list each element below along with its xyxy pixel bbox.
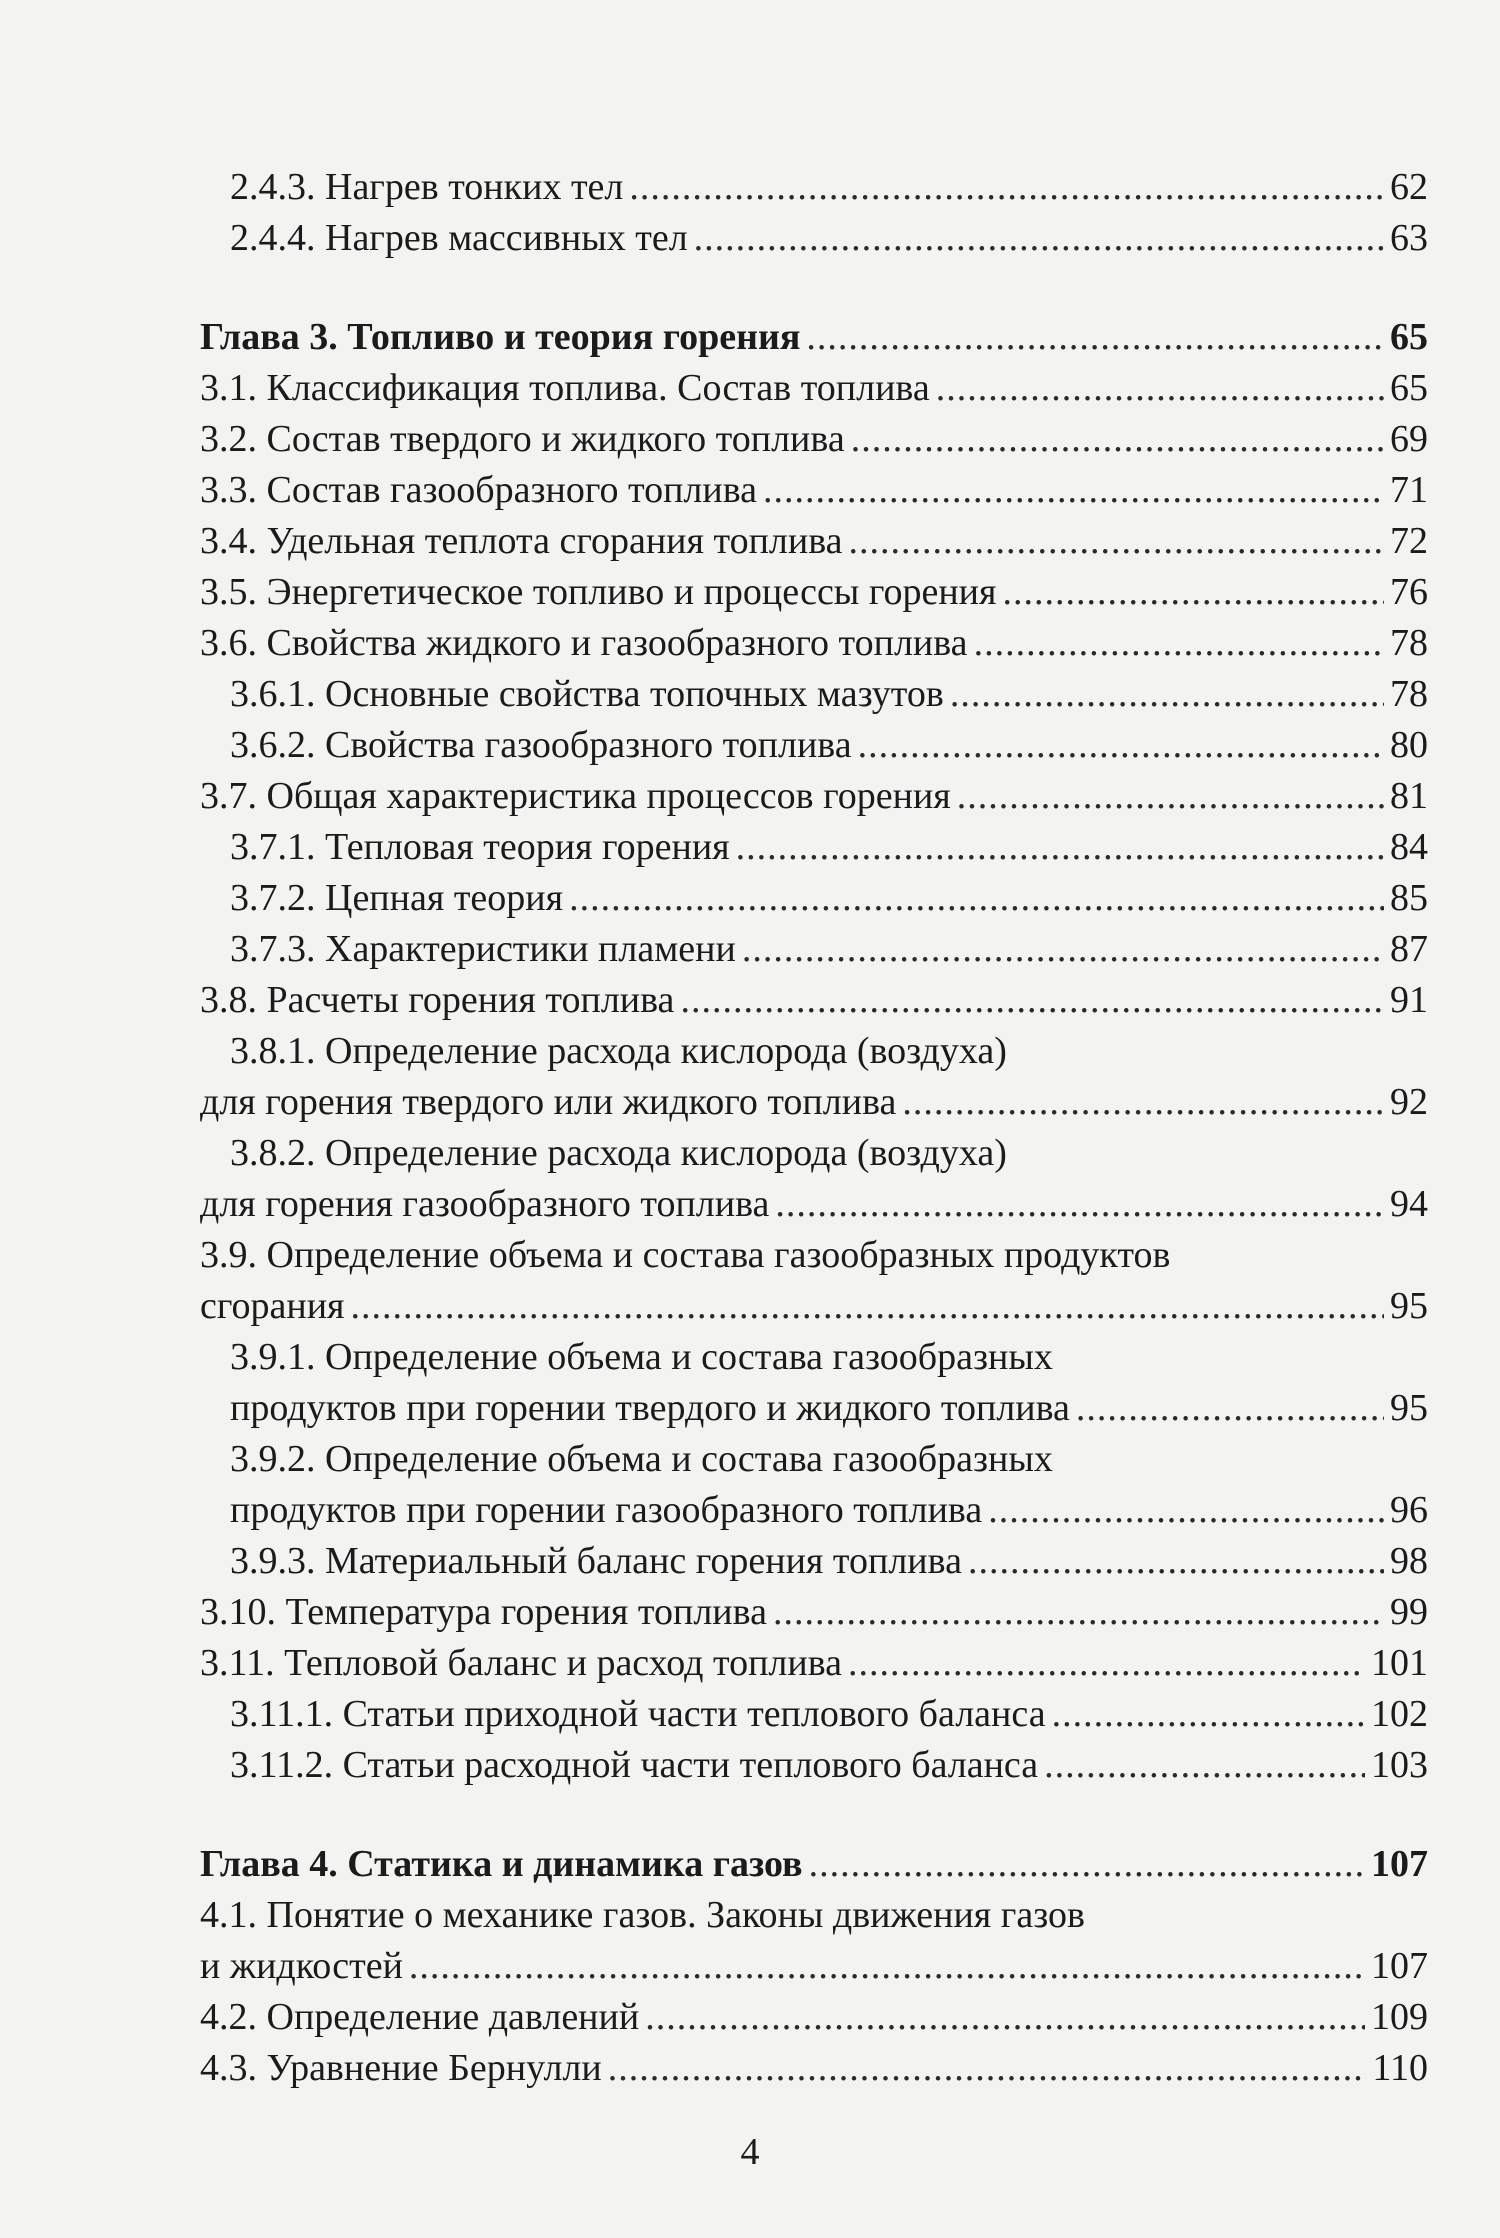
dot-leader (351, 1281, 1384, 1332)
toc-entry-title: 3.9.2. Определение объема и состава газообразных (230, 1438, 1053, 1480)
toc-entry-title: 3.3. Состав газообразного топлива (200, 469, 758, 511)
toc-entry-title: Глава 3. Топливо и теория горения (200, 316, 801, 358)
toc-entry (200, 1077, 1428, 1128)
toc-entry-title: 3.9.3. Материальный баланс горения топлива (230, 1540, 962, 1582)
toc-entry-title: продуктов при горении газообразного топлива (230, 1489, 983, 1531)
dot-leader (936, 363, 1384, 414)
toc-entry-title: 2.4.3. Нагрев тонких тел (230, 166, 624, 208)
dot-leader (848, 1638, 1365, 1689)
toc-entry-page: 76 (1390, 571, 1428, 613)
toc-entry (200, 822, 1428, 873)
toc-entry-title: 3.9. Определение объема и состава газообразных продуктов (200, 1234, 1171, 1276)
dot-leader (1076, 1383, 1384, 1434)
toc-entry-title: 4.1. Понятие о механике газов. Законы движения газов (200, 1894, 1085, 1936)
toc-entry-title: для горения твердого или жидкого топлива (200, 1081, 897, 1123)
toc-entry (200, 516, 1428, 567)
table-of-contents (200, 162, 1428, 2094)
toc-entry-page: 85 (1390, 877, 1428, 919)
toc-entry-title: 4.3. Уравнение Бернулли (200, 2047, 602, 2089)
toc-entry-title: 3.7.2. Цепная теория (230, 877, 564, 919)
dot-leader (608, 2043, 1367, 2094)
toc-entry-title: 3.10. Температура горения топлива (200, 1591, 767, 1633)
dot-leader (902, 1077, 1384, 1128)
toc-entry-title: продуктов при горении твердого и жидкого топлива (230, 1387, 1070, 1429)
toc-entry (200, 567, 1428, 618)
toc-entry-page: 99 (1390, 1591, 1428, 1633)
toc-entry-title: и жидкостей (200, 1945, 403, 1987)
toc-entry-title: 3.6.1. Основные свойства топочных мазутов (230, 673, 944, 715)
toc-entry-page: 91 (1390, 979, 1428, 1021)
dot-leader (974, 618, 1384, 669)
toc-entry-title: 3.5. Энергетическое топливо и процессы горения (200, 571, 997, 613)
toc-entry (200, 1740, 1428, 1791)
toc-entry-page: 102 (1371, 1693, 1428, 1735)
toc-entry (200, 924, 1428, 975)
dot-leader (629, 162, 1384, 213)
toc-entry-page: 78 (1390, 622, 1428, 664)
dot-leader (858, 720, 1384, 771)
toc-entry-title: 3.7. Общая характеристика процессов горения (200, 775, 951, 817)
toc-entry-title: для горения газообразного топлива (200, 1183, 770, 1225)
toc-entry-title: 3.2. Состав твердого и жидкого топлива (200, 418, 845, 460)
dot-leader (849, 516, 1384, 567)
toc-entry-title: 2.4.4. Нагрев массивных тел (230, 217, 688, 259)
toc-entry (200, 1128, 1428, 1179)
toc-entry-title: 3.8. Расчеты горения топлива (200, 979, 675, 1021)
dot-leader (736, 822, 1384, 873)
toc-entry-title: 3.4. Удельная теплота сгорания топлива (200, 520, 843, 562)
toc-entry-page: 92 (1390, 1081, 1428, 1123)
toc-entry-page: 95 (1390, 1387, 1428, 1429)
toc-entry (200, 1332, 1428, 1383)
toc-entry-page: 107 (1371, 1843, 1428, 1885)
toc-entry-page: 109 (1371, 1996, 1428, 2038)
toc-entry-title: 3.6. Свойства жидкого и газообразного топлива (200, 622, 968, 664)
toc-entry-title: 3.7.1. Тепловая теория горения (230, 826, 730, 868)
toc-entry (200, 162, 1428, 213)
dot-leader (763, 465, 1384, 516)
toc-entry (200, 2043, 1428, 2094)
toc-entry-title: 3.1. Классификация топлива. Состав топлива (200, 367, 930, 409)
dot-leader (694, 213, 1384, 264)
toc-entry-page: 103 (1371, 1744, 1428, 1786)
toc-entry-title: 4.2. Определение давлений (200, 1996, 640, 2038)
toc-entry-title: 3.6.2. Свойства газообразного топлива (230, 724, 852, 766)
toc-chapter-heading (200, 312, 1428, 363)
toc-entry-page: 96 (1390, 1489, 1428, 1531)
toc-entry (200, 873, 1428, 924)
toc-entry (200, 363, 1428, 414)
toc-entry-page: 107 (1371, 1945, 1428, 1987)
toc-entry (200, 1179, 1428, 1230)
toc-entry-title: 3.11.2. Статьи расходной части теплового баланса (230, 1744, 1039, 1786)
toc-spacer (200, 1791, 1428, 1839)
toc-entry-page: 71 (1390, 469, 1428, 511)
toc-entry (200, 1383, 1428, 1434)
dot-leader (742, 924, 1384, 975)
toc-entry (200, 1689, 1428, 1740)
toc-entry-page: 101 (1371, 1642, 1428, 1684)
toc-entry-title: 3.11.1. Статьи приходной части теплового баланса (230, 1693, 1046, 1735)
toc-entry-page: 69 (1390, 418, 1428, 460)
toc-entry-page: 62 (1390, 166, 1428, 208)
toc-entry-page: 81 (1390, 775, 1428, 817)
toc-entry-page: 78 (1390, 673, 1428, 715)
dot-leader (680, 975, 1384, 1026)
toc-entry (200, 1026, 1428, 1077)
toc-entry-page: 65 (1390, 367, 1428, 409)
dot-leader (806, 312, 1384, 363)
toc-entry (200, 1890, 1428, 1941)
dot-leader (851, 414, 1384, 465)
dot-leader (775, 1179, 1384, 1230)
dot-leader (957, 771, 1384, 822)
toc-entry-page: 63 (1390, 217, 1428, 259)
toc-entry-title: 3.8.2. Определение расхода кислорода (воздуха) (230, 1132, 1007, 1174)
toc-entry (200, 1281, 1428, 1332)
dot-leader (409, 1941, 1365, 1992)
toc-entry-page: 98 (1390, 1540, 1428, 1582)
toc-entry-title: 3.11. Тепловой баланс и расход топлива (200, 1642, 843, 1684)
toc-entry (200, 1434, 1428, 1485)
dot-leader (950, 669, 1384, 720)
dot-leader (968, 1536, 1384, 1587)
dot-leader (1003, 567, 1385, 618)
toc-entry (200, 771, 1428, 822)
toc-entry-page: 95 (1390, 1285, 1428, 1327)
toc-entry (200, 720, 1428, 771)
toc-entry-title: сгорания (200, 1285, 345, 1327)
toc-entry (200, 669, 1428, 720)
page-number: 4 (740, 2131, 760, 2173)
toc-entry (200, 1230, 1428, 1281)
toc-spacer (200, 264, 1428, 312)
toc-entry (200, 1587, 1428, 1638)
toc-entry-page: 65 (1390, 316, 1428, 358)
toc-entry (200, 1485, 1428, 1536)
toc-entry (200, 1536, 1428, 1587)
toc-entry-page: 87 (1390, 928, 1428, 970)
dot-leader (773, 1587, 1384, 1638)
toc-entry-title: 3.8.1. Определение расхода кислорода (воздуха) (230, 1030, 1007, 1072)
toc-entry-title: 3.7.3. Характеристики пламени (230, 928, 736, 970)
dot-leader (1044, 1740, 1365, 1791)
dot-leader (569, 873, 1384, 924)
dot-leader (1052, 1689, 1365, 1740)
toc-entry (200, 414, 1428, 465)
toc-entry-page: 110 (1372, 2047, 1428, 2089)
toc-entry-page: 72 (1390, 520, 1428, 562)
toc-entry (200, 465, 1428, 516)
toc-entry-page: 80 (1390, 724, 1428, 766)
toc-entry (200, 213, 1428, 264)
toc-entry (200, 1941, 1428, 1992)
toc-chapter-heading (200, 1839, 1428, 1890)
toc-entry-title: 3.9.1. Определение объема и состава газообразных (230, 1336, 1053, 1378)
toc-entry (200, 975, 1428, 1026)
toc-entry-title: Глава 4. Статика и динамика газов (200, 1843, 803, 1885)
toc-entry-page: 94 (1390, 1183, 1428, 1225)
toc-entry (200, 1992, 1428, 2043)
toc-entry-page: 84 (1390, 826, 1428, 868)
dot-leader (809, 1839, 1365, 1890)
dot-leader (988, 1485, 1384, 1536)
toc-entry (200, 1638, 1428, 1689)
toc-entry (200, 618, 1428, 669)
dot-leader (645, 1992, 1365, 2043)
